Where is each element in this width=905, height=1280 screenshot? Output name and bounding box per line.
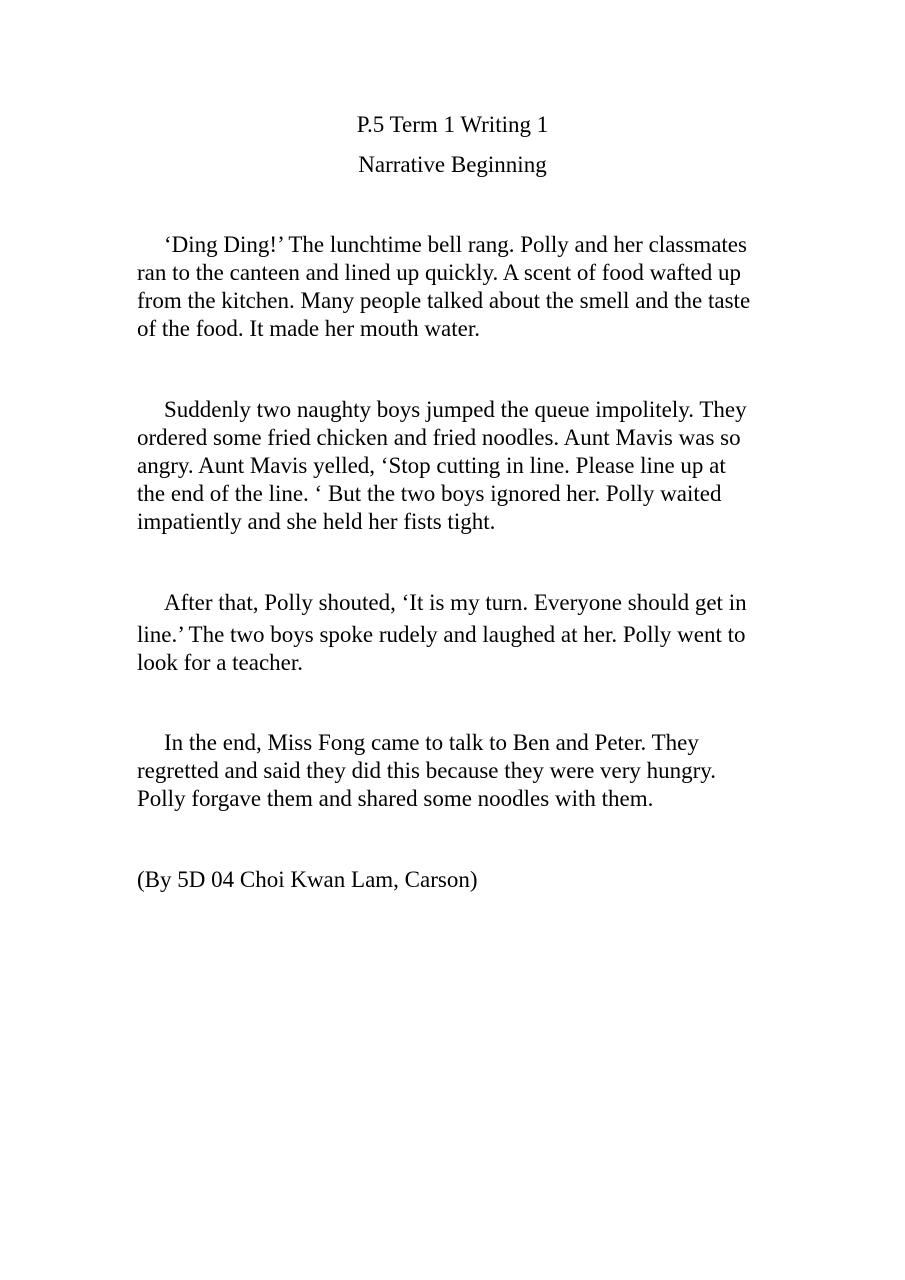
paragraph-line: Suddenly two naughty boys jumped the queue impolitely. They bbox=[164, 397, 747, 422]
paragraph-line: of the food. It made her mouth water. bbox=[137, 316, 480, 341]
paragraph-4 bbox=[137, 729, 797, 813]
paragraph-2 bbox=[137, 396, 797, 536]
paragraph-line: Polly forgave them and shared some noodles with them. bbox=[137, 786, 654, 811]
paragraph-line: from the kitchen. Many people talked about the smell and the taste bbox=[137, 288, 751, 313]
paragraph-line: look for a teacher. bbox=[137, 650, 304, 675]
author-byline: (By 5D 04 Choi Kwan Lam, Carson) bbox=[137, 867, 478, 892]
paragraph-line: ordered some fried chicken and fried noodles. Aunt Mavis was so bbox=[137, 425, 741, 450]
paragraph-line: ran to the canteen and lined up quickly. A scent of food wafted up bbox=[137, 260, 741, 285]
paragraph-line: After that, Polly shouted, ‘It is my turn. Everyone should get in bbox=[164, 590, 747, 615]
paragraph-line: regretted and said they did this because they were very hungry. bbox=[137, 758, 717, 783]
paragraph-line: line.’ The two boys spoke rudely and laughed at her. Polly went to bbox=[137, 622, 746, 647]
paragraph-line: angry. Aunt Mavis yelled, ‘Stop cutting in line. Please line up at bbox=[137, 453, 726, 478]
paragraph-1 bbox=[137, 231, 797, 343]
document-title: P.5 Term 1 Writing 1 bbox=[356, 112, 549, 137]
paragraph-3 bbox=[137, 589, 797, 677]
paragraph-line: impatiently and she held her fists tight. bbox=[137, 509, 496, 534]
paragraph-line: ‘Ding Ding!’ The lunchtime bell rang. Polly and her classmates bbox=[164, 232, 747, 257]
paragraph-line: In the end, Miss Fong came to talk to Ben and Peter. They bbox=[164, 730, 699, 755]
paragraph-line: the end of the line. ‘ But the two boys ignored her. Polly waited bbox=[137, 481, 722, 506]
document-subtitle: Narrative Beginning bbox=[358, 152, 547, 177]
